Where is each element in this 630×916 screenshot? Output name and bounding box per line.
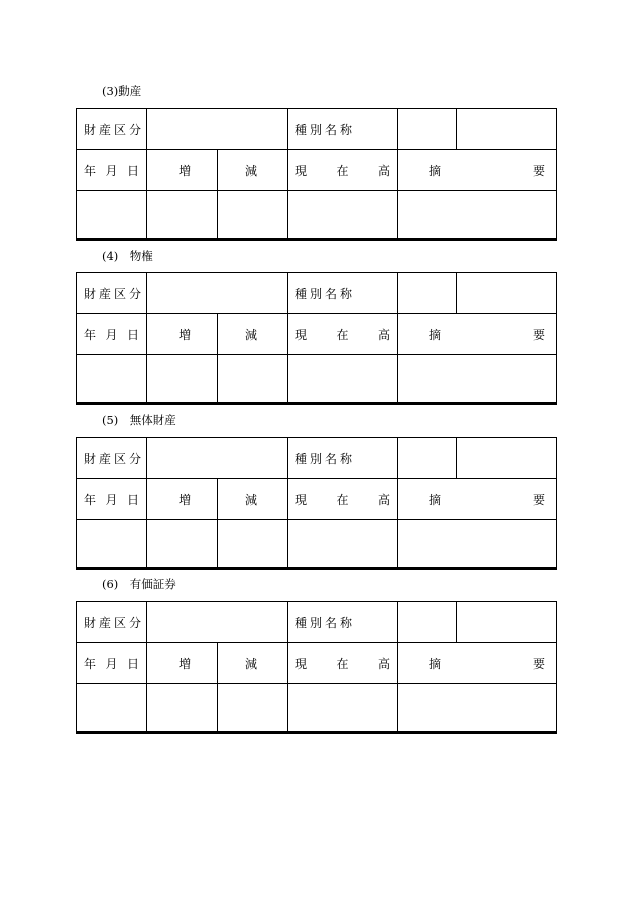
decrease-cell[interactable] — [218, 520, 288, 569]
remarks-column-header: 摘 要 — [398, 479, 557, 520]
type-name-extra-cell[interactable] — [457, 109, 557, 150]
remarks-cell[interactable] — [398, 355, 557, 404]
type-name-value-cell[interactable] — [398, 602, 457, 643]
asset-category-value-cell[interactable] — [147, 109, 288, 150]
type-name-value-cell[interactable] — [398, 273, 457, 314]
increase-cell[interactable] — [147, 355, 218, 404]
remarks-cell[interactable] — [398, 191, 557, 240]
increase-cell[interactable] — [147, 520, 218, 569]
balance-cell[interactable] — [288, 684, 398, 733]
type-name-extra-cell[interactable] — [457, 438, 557, 479]
ledger-table-real-rights — [76, 272, 557, 405]
remarks-cell[interactable] — [398, 520, 557, 569]
balance-cell[interactable] — [288, 191, 398, 240]
decrease-column-header: 減 — [218, 479, 288, 520]
ledger-table-movable-property — [76, 108, 557, 241]
section-title-real-rights: (4) 物権 — [102, 249, 153, 263]
asset-category-value-cell[interactable] — [147, 602, 288, 643]
increase-column-header: 増 — [147, 150, 218, 191]
ledger-table-securities — [76, 601, 557, 734]
increase-cell[interactable] — [147, 191, 218, 240]
type-name-label: 種別名称 — [288, 438, 398, 479]
date-cell[interactable] — [77, 684, 147, 733]
ledger-table-intangible-property — [76, 437, 557, 570]
balance-cell[interactable] — [288, 355, 398, 404]
type-name-value-cell[interactable] — [398, 438, 457, 479]
asset-category-value-cell[interactable] — [147, 438, 288, 479]
type-name-extra-cell[interactable] — [457, 602, 557, 643]
decrease-column-header: 減 — [218, 150, 288, 191]
table-row — [77, 684, 557, 733]
header-row — [77, 109, 557, 150]
section-title-intangible-property: (5) 無体財産 — [102, 413, 176, 427]
remarks-column-header: 摘 要 — [398, 150, 557, 191]
asset-category-label: 財産区分 — [77, 438, 147, 479]
section-title-securities: (6) 有価証券 — [102, 577, 176, 591]
type-name-value-cell[interactable] — [398, 109, 457, 150]
date-cell[interactable] — [77, 520, 147, 569]
column-header-row — [77, 314, 557, 355]
column-header-row — [77, 643, 557, 684]
date-cell[interactable] — [77, 355, 147, 404]
section-title-movable-property: (3)動産 — [102, 84, 142, 98]
balance-column-header: 現 在 高 — [288, 479, 398, 520]
balance-column-header: 現 在 高 — [288, 150, 398, 191]
date-column-header: 年 月 日 — [77, 479, 147, 520]
decrease-column-header: 減 — [218, 643, 288, 684]
header-row — [77, 273, 557, 314]
column-header-row — [77, 479, 557, 520]
remarks-column-header: 摘 要 — [398, 643, 557, 684]
increase-column-header: 増 — [147, 643, 218, 684]
table-row — [77, 191, 557, 240]
asset-category-label: 財産区分 — [77, 109, 147, 150]
header-row — [77, 438, 557, 479]
date-column-header: 年 月 日 — [77, 150, 147, 191]
asset-category-label: 財産区分 — [77, 602, 147, 643]
type-name-label: 種別名称 — [288, 109, 398, 150]
type-name-label: 種別名称 — [288, 602, 398, 643]
decrease-cell[interactable] — [218, 684, 288, 733]
increase-cell[interactable] — [147, 684, 218, 733]
asset-category-value-cell[interactable] — [147, 273, 288, 314]
decrease-cell[interactable] — [218, 191, 288, 240]
increase-column-header: 増 — [147, 479, 218, 520]
table-row — [77, 520, 557, 569]
decrease-cell[interactable] — [218, 355, 288, 404]
asset-category-label: 財産区分 — [77, 273, 147, 314]
table-row — [77, 355, 557, 404]
date-column-header: 年 月 日 — [77, 643, 147, 684]
column-header-row — [77, 150, 557, 191]
type-name-extra-cell[interactable] — [457, 273, 557, 314]
remarks-cell[interactable] — [398, 684, 557, 733]
decrease-column-header: 減 — [218, 314, 288, 355]
type-name-label: 種別名称 — [288, 273, 398, 314]
date-column-header: 年 月 日 — [77, 314, 147, 355]
increase-column-header: 増 — [147, 314, 218, 355]
balance-cell[interactable] — [288, 520, 398, 569]
header-row — [77, 602, 557, 643]
remarks-column-header: 摘 要 — [398, 314, 557, 355]
balance-column-header: 現 在 高 — [288, 643, 398, 684]
balance-column-header: 現 在 高 — [288, 314, 398, 355]
date-cell[interactable] — [77, 191, 147, 240]
